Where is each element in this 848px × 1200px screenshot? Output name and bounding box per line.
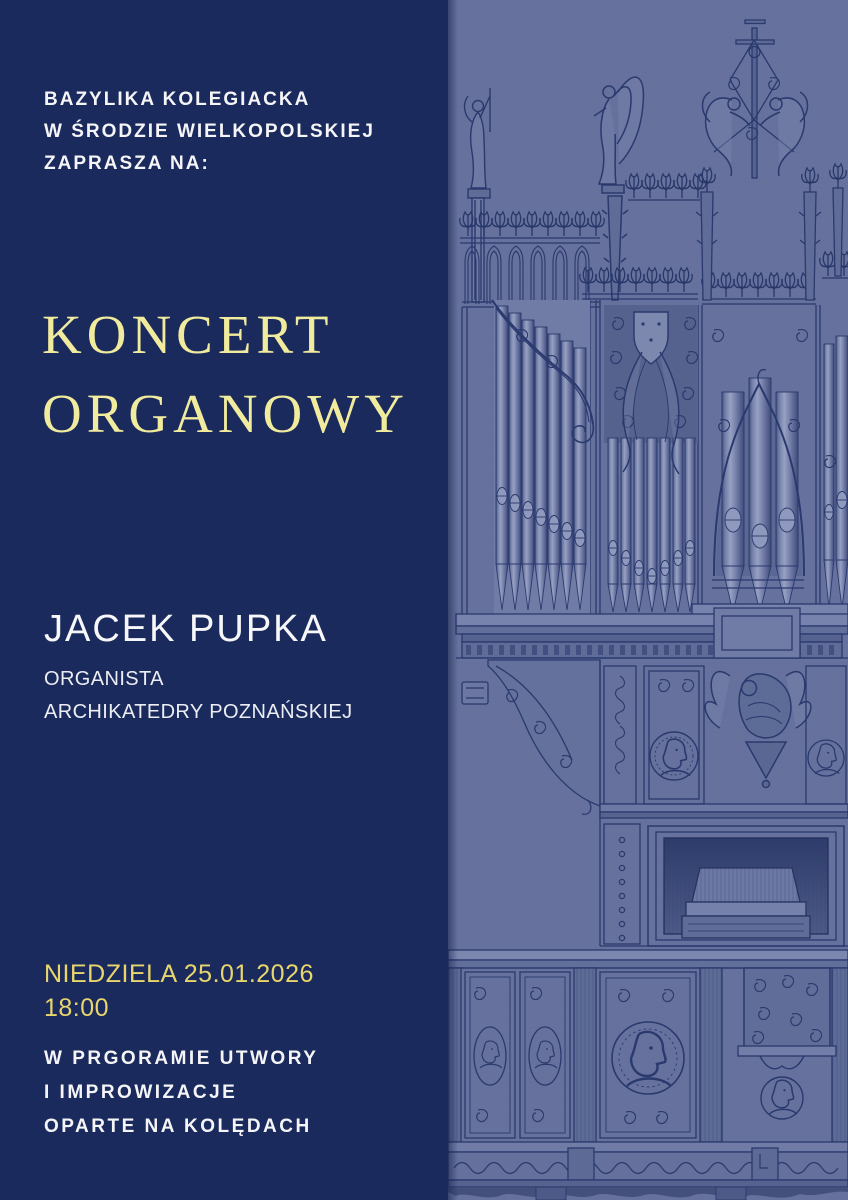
event-time: 18:00 [44,994,110,1022]
event-datetime [44,957,314,1025]
program-line-1: W PRGORAMIE UTWORY [44,1048,319,1069]
invitation-line-2: W ŚRODZIE WIELKOPOLSKIEJ [44,121,375,142]
left-pipe-flat [494,300,590,614]
central-tower [712,305,812,614]
performer-institution: ARCHIKATEDRY POZNAŃSKIEJ [44,701,353,723]
performer-role [44,663,353,729]
invitation-text [44,84,375,180]
title-line-2: ORGANOWY [42,383,409,444]
title-line-1: KONCERT [42,304,334,365]
program-line-3: OPARTE NA KOLĘDACH [44,1116,312,1137]
program-line-2: I IMPROWIZACJE [44,1082,238,1103]
event-date: NIEDZIELA 25.01.2026 [44,960,314,988]
organ-engraving-svg [448,0,848,1200]
performer-role-line: ORGANISTA [44,668,164,690]
panel-edge-shadow [448,0,458,1200]
invitation-line-1: BAZYLIKA KOLEGIACKA [44,89,311,110]
invitation-line-3: ZAPRASZA NA: [44,153,210,174]
performer-name: JACEK PUPKA [44,608,328,650]
middle-pipe-flat [608,438,695,612]
program-text [44,1042,318,1144]
organ-illustration [448,0,848,1200]
poster-title [42,295,409,453]
bottom-frieze [448,1142,848,1187]
shield-crest-panel [604,305,698,443]
console-niche [648,826,844,946]
